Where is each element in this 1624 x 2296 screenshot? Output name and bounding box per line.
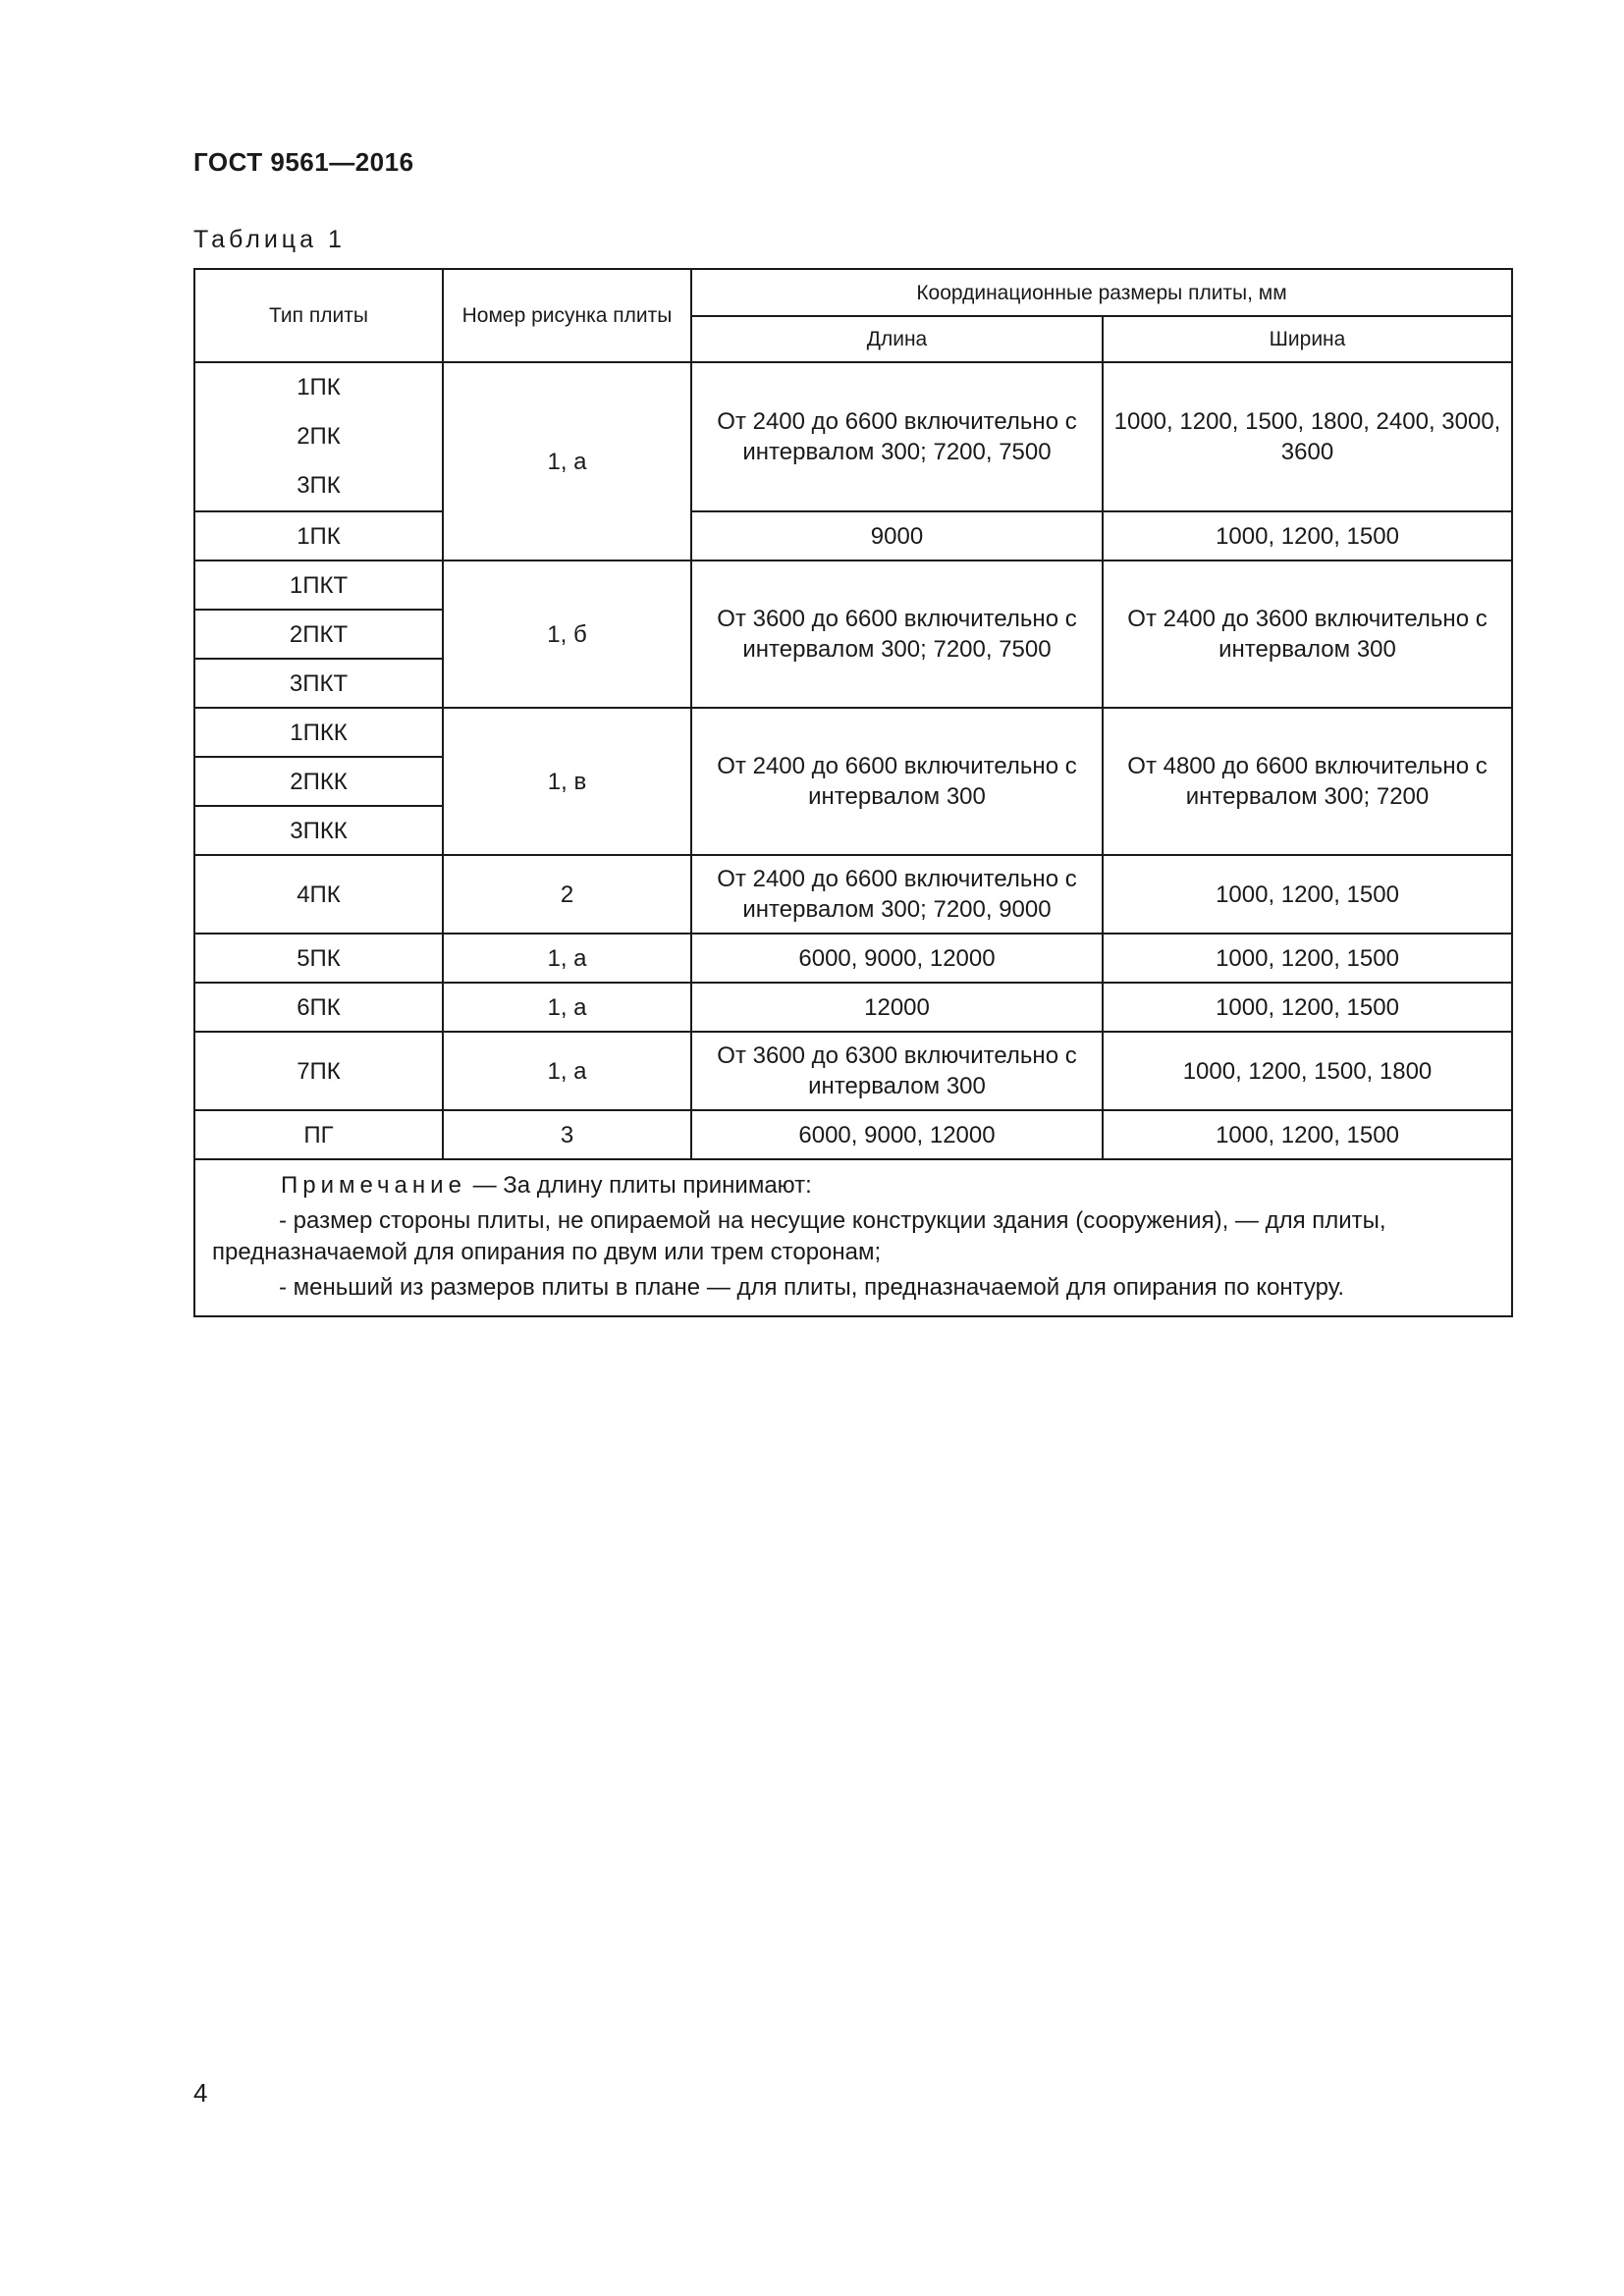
header-dimensions: Координационные размеры плиты, мм <box>691 269 1512 316</box>
width-cell: От 2400 до 3600 включительно с интервалом 300 <box>1103 561 1512 708</box>
document-header: ГОСТ 9561—2016 <box>193 147 414 177</box>
length-cell: 9000 <box>691 511 1103 561</box>
header-type: Тип плиты <box>194 269 443 362</box>
table-row <box>194 934 1512 983</box>
note-intro: — За длину плиты принимают: <box>465 1172 812 1199</box>
length-cell: От 2400 до 6600 включительно с интервалом 300; 7200, 7500 <box>691 362 1103 511</box>
type-cell: 5ПК <box>194 934 443 983</box>
note-label: Примечание <box>281 1172 466 1199</box>
length-cell: 12000 <box>691 983 1103 1032</box>
length-cell: От 3600 до 6600 включительно с интервалом 300; 7200, 7500 <box>691 561 1103 708</box>
header-width: Ширина <box>1103 316 1512 362</box>
length-cell: 6000, 9000, 12000 <box>691 934 1103 983</box>
width-cell: От 4800 до 6600 включительно с интервалом 300; 7200 <box>1103 708 1512 855</box>
type-stack-group1 <box>194 362 443 511</box>
type-cell: ПГ <box>194 1110 443 1159</box>
type-cell: 1ПКТ <box>194 561 443 610</box>
table-row <box>194 855 1512 934</box>
note-item: - размер стороны плиты, не опираемой на несущие конструкции здания (сооружения), — для плиты, предназначаемой для опирания по двум или трем сторонам; <box>212 1207 1386 1265</box>
width-cell: 1000, 1200, 1500 <box>1103 855 1512 934</box>
type-cell: 1ПК <box>194 511 443 561</box>
type-cell: 6ПК <box>194 983 443 1032</box>
width-cell: 1000, 1200, 1500, 1800 <box>1103 1032 1512 1110</box>
table-row <box>194 983 1512 1032</box>
table-row <box>194 511 1512 561</box>
table-note <box>194 1159 1512 1316</box>
width-cell: 1000, 1200, 1500, 1800, 2400, 3000, 3600 <box>1103 362 1512 511</box>
header-figure: Номер рисунка плиты <box>443 269 691 362</box>
figure-cell: 1, а <box>443 934 691 983</box>
type-cell: 2ПК <box>297 423 341 450</box>
note-title <box>212 1170 1499 1201</box>
table-row <box>194 1110 1512 1159</box>
width-cell: 1000, 1200, 1500 <box>1103 934 1512 983</box>
table-row <box>194 708 1512 757</box>
length-cell: От 2400 до 6600 включительно с интервалом 300 <box>691 708 1103 855</box>
table-caption: Таблица 1 <box>193 226 346 253</box>
type-cell: 1ПК <box>297 374 341 400</box>
width-cell: 1000, 1200, 1500 <box>1103 983 1512 1032</box>
figure-cell: 1, б <box>443 561 691 708</box>
header-length: Длина <box>691 316 1103 362</box>
width-cell: 1000, 1200, 1500 <box>1103 511 1512 561</box>
table-row <box>194 561 1512 610</box>
type-cell: 3ПКК <box>194 806 443 855</box>
type-cell: 2ПКК <box>194 757 443 806</box>
length-cell: От 2400 до 6600 включительно с интервалом 300; 7200, 9000 <box>691 855 1103 934</box>
type-cell: 7ПК <box>194 1032 443 1110</box>
page-number: 4 <box>193 2078 208 2108</box>
figure-cell: 3 <box>443 1110 691 1159</box>
table-row <box>194 362 1512 511</box>
figure-cell: 1, в <box>443 708 691 855</box>
figure-cell: 1, а <box>443 1032 691 1110</box>
figure-cell: 2 <box>443 855 691 934</box>
figure-cell: 1, а <box>443 362 691 561</box>
type-cell: 2ПКТ <box>194 610 443 659</box>
table-row <box>194 1032 1512 1110</box>
table-note-row <box>194 1159 1512 1316</box>
note-item: - меньший из размеров плиты в плане — для плиты, предназначаемой для опирания по контуру. <box>279 1274 1345 1301</box>
type-cell: 3ПК <box>297 472 341 499</box>
type-cell: 3ПКТ <box>194 659 443 708</box>
type-cell: 4ПК <box>194 855 443 934</box>
width-cell: 1000, 1200, 1500 <box>1103 1110 1512 1159</box>
figure-cell: 1, а <box>443 983 691 1032</box>
length-cell: 6000, 9000, 12000 <box>691 1110 1103 1159</box>
slab-dimensions-table <box>193 268 1513 1317</box>
type-cell: 1ПКК <box>194 708 443 757</box>
length-cell: От 3600 до 6300 включительно с интервалом 300 <box>691 1032 1103 1110</box>
